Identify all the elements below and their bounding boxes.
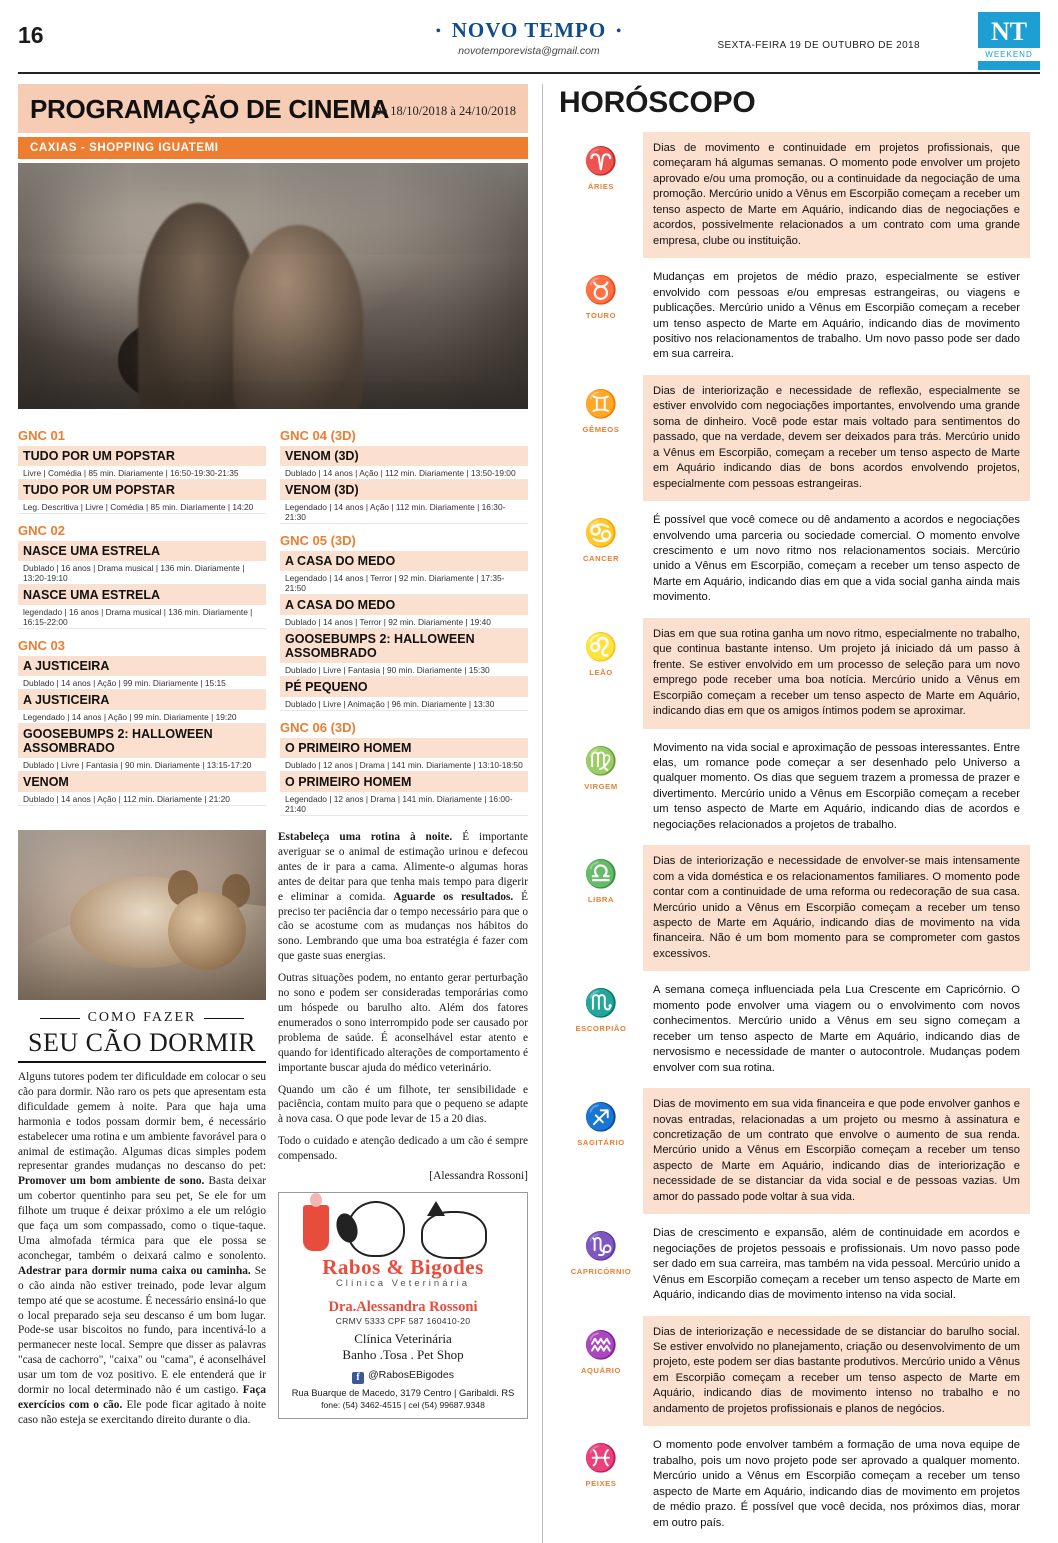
right-column xyxy=(543,84,1030,1543)
zodiac-sign-name: TOURO xyxy=(585,311,617,321)
zodiac-sign-name: AQUÁRIO xyxy=(580,1365,622,1375)
article-col2-text xyxy=(278,830,528,964)
article-col1-text xyxy=(18,1070,266,1428)
zodiac-sign-name: CAPRICÓRNIO xyxy=(570,1267,632,1277)
cinema-title: PROGRAMAÇÃO DE CINEMA xyxy=(30,94,390,124)
ad-doctor-name: Dra.Alessandra Rossoni xyxy=(328,1299,478,1316)
left-column xyxy=(18,84,543,1543)
zodiac-glyph: ♓ xyxy=(584,1443,618,1474)
screen-room-label: GNC 04 (3D) xyxy=(280,428,356,443)
cup-icon xyxy=(303,1205,329,1251)
film-details: Legendado | 14 anos | Ação | 99 min. Diariamente | 19:20 xyxy=(18,710,266,724)
film-title: VENOM xyxy=(18,772,266,792)
article-bold-4: Estabeleça uma rotina à noite. xyxy=(278,831,453,843)
film-title: A JUSTICEIRA xyxy=(18,656,266,676)
article-byline: [Alessandra Rossoni] xyxy=(429,1170,528,1183)
horoscope-sign xyxy=(559,618,1030,729)
horoscope-sign xyxy=(559,261,1030,372)
zodiac-forecast-text: Dias de interiorização e necessidade de reflexão, especialmente se estiver envolvido com negociações importantes, envolvendo uma grande soma de dinheiro. Você pode estar mais voltado para sentimentos do passado, que na verdade, devem ser deixados para trás. Mercúrio unido a Vênus em Escorpião, começam a receber um tenso aspecto de Marte em Aquário indicando dias de bons acordos envolvendo projetos, especialmente com pessoas estrangeiras. xyxy=(643,375,1030,501)
zodiac-gêmeos-icon xyxy=(559,375,643,434)
photo-vignette xyxy=(18,163,528,409)
film-details: Dublado | Livre | Animação | 96 min. Diariamente | 13:30 xyxy=(280,697,528,711)
horoscope-sign xyxy=(559,132,1030,258)
facebook-icon: f xyxy=(352,1372,364,1384)
zodiac-peixes-icon xyxy=(559,1429,643,1488)
vet-advertisement[interactable] xyxy=(278,1192,528,1419)
film-details: legendado | 16 anos | Drama musical | 136 min. Diariamente | 16:15-22:00 xyxy=(18,605,266,629)
zodiac-sign-name: LEÃO xyxy=(589,667,613,677)
film-details: Legendado | 14 anos | Ação | 112 min. Diariamente | 16:30-21:30 xyxy=(280,500,528,524)
ad-crmv: CRMV 5333 CPF 587 160410-20 xyxy=(335,1316,471,1327)
showtimes-column-2 xyxy=(280,419,528,816)
cinema-header xyxy=(18,84,528,133)
film-details: Dublado | 14 anos | Ação | 99 min. Diariamente | 15:15 xyxy=(18,676,266,690)
zodiac-sign-name: ESCORPIÃO xyxy=(575,1024,627,1034)
film-details: Dublado | 12 anos | Drama | 141 min. Diariamente | 13:10-18:50 xyxy=(280,758,528,772)
article-kicker: COMO FAZER xyxy=(78,1010,207,1026)
screen-room-label: GNC 02 xyxy=(18,523,65,538)
ad-facebook[interactable] xyxy=(285,1369,521,1384)
film-title: VENOM (3D) xyxy=(280,480,528,500)
page-number: 16 xyxy=(18,22,44,48)
film-title: NASCE UMA ESTRELA xyxy=(18,585,266,605)
zodiac-áries-icon xyxy=(559,132,643,191)
film-details: Leg. Descritiva | Livre | Comédia | 85 min. Diariamente | 14:20 xyxy=(18,500,266,514)
zodiac-glyph: ♉ xyxy=(584,275,618,306)
article-para-7: Quando um cão é um filhote, ter sensibilidade e paciência, contam muito para que o pequeno se adapte à nova casa. O que pode levar de 15 a 20 dias. xyxy=(278,1083,528,1126)
dog-photo xyxy=(18,830,266,1000)
screen-room-label: GNC 01 xyxy=(18,428,65,443)
article-para-4: É importante averiguar se o animal de estimação urinou e defecou antes de ir para a cama. Alimente-o algumas horas antes de deitar para que tenha mais tempo para digerir e eliminar a comida. xyxy=(278,831,528,903)
zodiac-escorpião-icon xyxy=(559,974,643,1033)
zodiac-glyph: ♒ xyxy=(584,1329,618,1360)
article-kicker-wrap xyxy=(18,1008,266,1026)
horoscope-sign xyxy=(559,1217,1030,1312)
zodiac-glyph: ♍ xyxy=(584,745,618,776)
zodiac-libra-icon xyxy=(559,845,643,904)
zodiac-forecast-text: É possível que você comece ou dê andamento a acordos e negociações envolvendo uma parceria ou sociedade comercial. O momento envolve crescimento e um novo ritmo nos relacionamentos sociais. Mercúrio unido a Vênus em Escorpião, começam a receber um tenso aspecto de Marte em Aquário, indicando dias em que a vida social ganha ainda mais movimento. xyxy=(653,514,1020,604)
zodiac-sign-name: GÊMEOS xyxy=(582,424,620,434)
movie-photo xyxy=(18,163,528,409)
film-title: NASCE UMA ESTRELA xyxy=(18,541,266,561)
dog-icon xyxy=(347,1201,405,1257)
dog-article-col1 xyxy=(18,830,266,1428)
article-bold-2: Adestrar para dormir numa caixa ou caminha. xyxy=(18,1264,251,1277)
film-details: Dublado | 14 anos | Ação | 112 min. Diariamente | 21:20 xyxy=(18,792,266,806)
zodiac-glyph: ♈ xyxy=(584,146,618,176)
masthead-center xyxy=(18,18,1040,57)
film-details: Legendado | 12 anos | Drama | 141 min. Diariamente | 16:00-21:40 xyxy=(280,792,528,816)
zodiac-cancer-icon xyxy=(559,504,643,563)
nt-logo: NT xyxy=(990,17,1028,46)
screen-room-label: GNC 05 (3D) xyxy=(280,533,356,548)
zodiac-forecast-text: Mudanças em projetos de médio prazo, especialmente se estiver envolvido com pessoas e/ou empresas estrangeiras, ou viagens e publicações. Mercúrio unido a Vênus em Escorpião começam a receber um tenso aspecto de Marte em Aquário, indicando dias de movimento positivo nos relacionamentos de trabalho. Um novo passo pode ser dado em sua carreira. xyxy=(653,271,1020,361)
zodiac-glyph: ♐ xyxy=(584,1102,618,1133)
film-details: Dublado | 16 anos | Drama musical | 136 min. Diariamente | 13:20-19:10 xyxy=(18,561,266,585)
zodiac-sign-name: VIRGEM xyxy=(584,781,618,791)
horoscope-title: HORÓSCOPO xyxy=(559,86,756,119)
zodiac-sign-name: LIBRA xyxy=(587,895,615,905)
zodiac-forecast-text: O momento pode envolver também a formação de uma nova equipe de trabalho, pois um novo projeto pode ser aprovado a qualquer momento. Mercúrio unido a Vênus em Escorpião começam a receber um tenso aspecto de Marte em Aquário, indicando dias de movimento em projetos de médio prazo. É possível que você decida, nos próximos dias, morar em outro país. xyxy=(653,1439,1020,1529)
film-title: O PRIMEIRO HOMEM xyxy=(280,738,528,758)
article-para-6: Outras situações podem, no entanto gerar perturbação no sono e podem ser consideradas temporárias como um hóspede ou barulho alto. Além dos fatores enumerados o sono interrompido pode ser causado por problema de saúde. É aconselhável estar atento e quando for identificado alterações de comportamento é importante buscar ajuda do médico veterinário. xyxy=(278,972,528,1074)
film-title: GOOSEBUMPS 2: HALLOWEEN ASSOMBRADO xyxy=(280,629,528,663)
article-para-1: Basta deixar um cobertor quentinho para seu pet, Se ele for um filhote um truque é deixar próximo a ele um relógio que faça um som compassado, como o tique-taque. Uma almofada térmica para que ele possa se aconchegar, também o deixará calmo e sonolento. xyxy=(18,1175,266,1262)
dot-right: • xyxy=(616,24,623,40)
zodiac-forecast-text: Dias de interiorização e necessidade de se distanciar do barulho social. Se estiver envolvido no planejamento, criação ou desenvolvimento de um projeto, este podem ser dias bastante produtivos. Mercúrio unido a Vênus em Escorpião começam a receber um tenso aspecto de Marte em Aquário, indicando dias de movimento intenso no trabalho e no andamento de projetos profissionais e planos de negócios. xyxy=(643,1316,1030,1427)
film-details: Dublado | Livre | Fantasia | 90 min. Diariamente | 15:30 xyxy=(280,663,528,677)
ad-brand: Rabos & Bigodes xyxy=(322,1255,484,1280)
horoscope-sign xyxy=(559,1088,1030,1214)
page-columns xyxy=(18,84,1040,1543)
zodiac-glyph: ♎ xyxy=(584,859,618,890)
zodiac-glyph: ♊ xyxy=(584,388,618,419)
zodiac-sign-name: SAGITÁRIO xyxy=(577,1138,625,1148)
ad-address: Rua Buarque de Macedo, 3179 Centro | Garibaldi. RS xyxy=(291,1388,515,1399)
screen-room-label: GNC 03 xyxy=(18,638,65,653)
issue-date: SEXTA-FEIRA 19 DE OUTUBRO DE 2018 xyxy=(717,40,920,51)
horoscope-sign xyxy=(559,974,1030,1085)
zodiac-leão-icon xyxy=(559,618,643,677)
film-title: A CASA DO MEDO xyxy=(280,595,528,615)
zodiac-forecast-text: Dias de movimento e continuidade em projetos profissionais, que começaram há algumas semanas. O momento pode envolver um projeto aprovado e/ou uma promoção, ou a continuidade da negociação de uma promoção. Mercúrio unido a Vênus em Escorpião começam a receber um tenso aspecto de Marte em Aquário, indicando dias de negociações e acordos, possivelmente relacionados a um contrato com uma grande empresa, clube ou instituição. xyxy=(643,132,1030,258)
screen-room-label: GNC 06 (3D) xyxy=(280,720,356,735)
article-bold-3: Faça exercícios com o cão. xyxy=(18,1384,266,1411)
film-title: GOOSEBUMPS 2: HALLOWEEN ASSOMBRADO xyxy=(18,724,266,758)
article-intro: Alguns tutores podem ter dificuldade em colocar o seu cão para dormir. Não raro os pets que apresentam esta dificuldade gemem à noite. Para que haja uma harmonia e todos possam dormir bem, é necessário estabelecer uma rotina e um ambiente favorável para o animal de estimação. Algumas dicas simples podem representar grandes mudanças no descanso do pet: xyxy=(18,1071,266,1173)
article-para-3: Ele pode ficar agitado à noite caso não esteja se exercitando direito durante o dia. xyxy=(18,1398,266,1426)
ad-service-1: Clínica Veterinária xyxy=(354,1331,452,1347)
zodiac-glyph: ♌ xyxy=(584,631,618,662)
zodiac-sign-name: ÁRIES xyxy=(587,182,615,191)
dog-photo-vignette xyxy=(18,830,266,1000)
film-details: Legendado | 14 anos | Terror | 92 min. Diariamente | 17:35-21:50 xyxy=(280,571,528,595)
zodiac-aquário-icon xyxy=(559,1316,643,1375)
horoscope-sign xyxy=(559,845,1030,971)
film-title: A CASA DO MEDO xyxy=(280,551,528,571)
dot-left: • xyxy=(435,24,442,40)
film-title: A JUSTICEIRA xyxy=(18,690,266,710)
ad-logo xyxy=(285,1199,521,1295)
zodiac-virgem-icon xyxy=(559,732,643,791)
zodiac-forecast-text: Dias em que sua rotina ganha um novo ritmo, especialmente no trabalho, que continua bastante intenso. Um projeto já iniciado dá um passo à frente. Se estiver envolvido em um processo de seleção para um novo emprego pode receber uma boa notícia. Mercúrio unido a Vênus em Escorpião começam a receber um tenso aspecto de Marte em Aquário, indicando dias em que os amigos íntimos podem se aproximar. xyxy=(643,618,1030,729)
film-details: Dublado | 14 anos | Terror | 92 min. Diariamente | 19:40 xyxy=(280,615,528,629)
newspaper-page xyxy=(0,12,1058,1529)
zodiac-forecast-text: Dias de crescimento e expansão, além de continuidade em acordos e negociações de projetos pessoais e profissionais. Um novo passo pode ser dado em sua carreira, mas também na vida pessoal. Mercúrio unido a Vênus em Escorpião começam a receber um tenso aspecto de Marte em Aquário, indicando dias de movimento intenso na vida social. xyxy=(653,1227,1020,1302)
film-title: TUDO POR UM POPSTAR xyxy=(18,480,266,500)
horoscope-signs xyxy=(559,132,1030,1540)
contact-email: novotemporevista@gmail.com xyxy=(458,45,600,57)
dog-article xyxy=(18,830,528,1428)
publication-name: NOVO TEMPO xyxy=(451,18,607,42)
masthead xyxy=(18,12,1040,74)
horoscope-sign xyxy=(559,732,1030,843)
horoscope-sign xyxy=(559,1316,1030,1427)
article-para-8: Todo o cuidado e atenção dedicado a um cão é sempre compensado. xyxy=(278,1135,528,1163)
ad-service-2: Banho .Tosa . Pet Shop xyxy=(342,1347,464,1363)
film-details: Livre | Comédia | 85 min. Diariamente | 16:50-19:30-21:35 xyxy=(18,466,266,480)
zodiac-forecast-text: Dias de interiorização e necessidade de envolver-se mais intensamente com a vida doméstica e os relacionamentos familiares. O momento pode contar com a continuidade de uma reforma ou redecoração de sua casa. Mercúrio unido a Vênus em Escorpião começam a receber um tenso aspecto de Marte em Aquário, indicando dias de movimento na vida financeira. Não é um bom momento para se comprometer com gastos excessivos. xyxy=(643,845,1030,971)
showtimes-column-1 xyxy=(18,419,266,816)
article-para-2: Se o cão ainda não estiver treinado, pode levar algum tempo até que se acostume. É necessário ensiná-lo que o local preparado seja seu descanso é um bom lugar. Pode-se usar biscoitos no fundo, para incentivá-lo a permanecer neste local. Sempre que disser as palavras "casa de cachorro", "caixa" ou "cama", é aconselhável usar um tom de voz positivo. E ele entenderá que ir dormir no local determinado não é um castigo. xyxy=(18,1264,266,1397)
horoscope-sign xyxy=(559,375,1030,501)
ad-brand-subtitle: Clínica Veterinária xyxy=(335,1278,471,1290)
cinema-location: CAXIAS - SHOPPING IGUATEMI xyxy=(18,137,528,159)
zodiac-sagitário-icon xyxy=(559,1088,643,1147)
article-bold-5: Aguarde os resultados. xyxy=(393,890,514,903)
zodiac-forecast-text: Movimento na vida social e aproximação de pessoas interessantes. Entre elas, um romance pode começar a ser desenhado pelo Universo a qualquer momento. Os dias que seguem trazem a promessa de prazer e divertimento. Mercúrio unido a Vênus em Escorpião começam a receber um tenso aspecto de Marte em Aquário, indicando dias de acordos e negociações relacionados a projetos de trabalho. xyxy=(653,741,1020,831)
zodiac-forecast-text: A semana começa influenciada pela Lua Crescente em Capricórnio. O momento pode envolver uma viagem ou o envolvimento com novos conhecimentos. Mercúrio unido a Vênus em seu signo começam a receber um tenso aspecto de Marte em Aquário, indicando dias de nervosismo e necessidade de manter o autocontrole. Mudanças podem envolver com sua rotina. xyxy=(653,984,1020,1074)
weekend-badge xyxy=(978,12,1040,70)
zodiac-touro-icon xyxy=(559,261,643,320)
article-headline: SEU CÃO DORMIR xyxy=(18,1028,266,1063)
horoscope-sign xyxy=(559,1429,1030,1540)
film-title: TUDO POR UM POPSTAR xyxy=(18,446,266,466)
zodiac-glyph: ♑ xyxy=(584,1231,618,1262)
cat-icon xyxy=(421,1211,487,1259)
zodiac-sign-name: CANCER xyxy=(582,554,620,564)
horoscope-sign xyxy=(559,504,1030,615)
zodiac-glyph: ♏ xyxy=(584,988,618,1019)
zodiac-sign-name: PEIXES xyxy=(585,1479,617,1489)
article-bold-1: Promover um bom ambiente de sono. xyxy=(18,1175,205,1188)
zodiac-capricórnio-icon xyxy=(559,1217,643,1276)
cinema-dates: De 18/10/2018 à 24/10/2018 xyxy=(372,104,516,118)
article-para-5: É preciso ter paciência dar o tempo necessário para que o cão se acostume com as mudanças nos hábitos do sono. Lembrando que uma boa estratégia é fazer com que gaste suas energias. xyxy=(278,890,529,963)
zodiac-glyph: ♋ xyxy=(584,518,618,549)
film-details: Dublado | 14 anos | Ação | 112 min. Diariamente | 13:50-19:00 xyxy=(280,466,528,480)
film-details: Dublado | Livre | Fantasia | 90 min. Diariamente | 13:15-17:20 xyxy=(18,758,266,772)
ad-phone: fone: (54) 3462-4515 | cel (54) 99687.9348 xyxy=(321,1400,485,1411)
film-title: O PRIMEIRO HOMEM xyxy=(280,772,528,792)
weekend-label: WEEKEND xyxy=(978,48,1040,61)
zodiac-forecast-text: Dias de movimento em sua vida financeira e que pode envolver ganhos e novas entradas, relacionadas a um projeto ou mesmo à assinatura e concretização de um contrato que envolve o aumento de sua renda. Mercúrio unido a Vênus em Escorpião começam a receber um tenso aspecto de Marte em Aquário, indicando dias de interiorização e necessidade de se distanciar da vida social e de pessoas vazias. Um amor do passado pode voltar à sua vida. xyxy=(643,1088,1030,1214)
film-title: VENOM (3D) xyxy=(280,446,528,466)
ad-facebook-handle: @RabosEBigodes xyxy=(368,1369,454,1382)
film-title: PÉ PEQUENO xyxy=(280,677,528,697)
dog-article-col2 xyxy=(278,830,528,1428)
showtimes xyxy=(18,419,528,816)
